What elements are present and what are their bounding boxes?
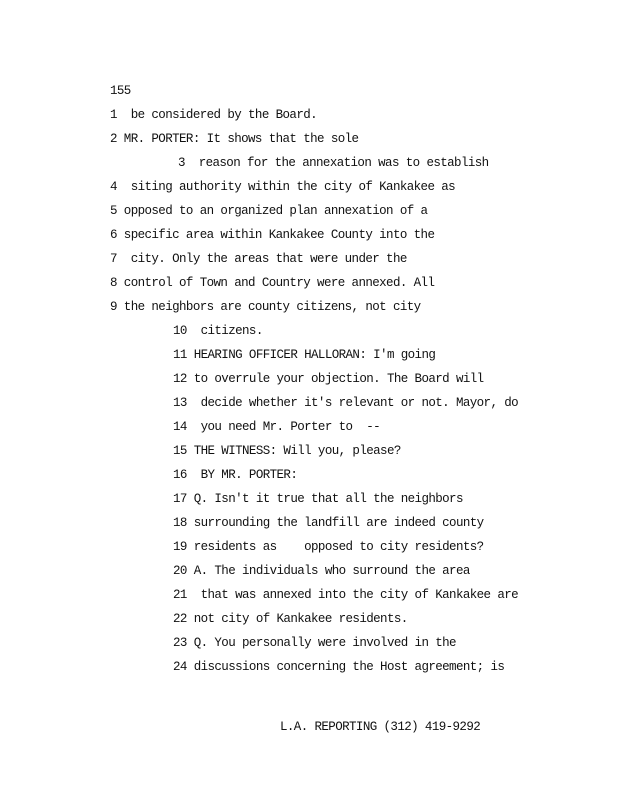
transcript-line-17: 17 Q. Isn't it true that all the neighbors	[173, 492, 463, 506]
transcript-line-19: 19 residents as opposed to city residents?	[173, 540, 484, 554]
transcript-line-15: 15 THE WITNESS: Will you, please?	[173, 444, 401, 458]
reporter-footer: L.A. REPORTING (312) 419-9292	[280, 720, 481, 734]
transcript-line-20: 20 A. The individuals who surround the area	[173, 564, 470, 578]
transcript-line-11: 11 HEARING OFFICER HALLORAN: I'm going	[173, 348, 436, 362]
transcript-line-7: 7 city. Only the areas that were under the	[110, 252, 407, 266]
transcript-line-24: 24 discussions concerning the Host agreement; is	[173, 660, 505, 674]
transcript-line-23: 23 Q. You personally were involved in the	[173, 636, 456, 650]
transcript-line-2: 2 MR. PORTER: It shows that the sole	[110, 132, 359, 146]
transcript-line-8: 8 control of Town and Country were annexed. All	[110, 276, 435, 290]
transcript-line-16: 16 BY MR. PORTER:	[173, 468, 298, 482]
transcript-line-13: 13 decide whether it's relevant or not. Mayor, do	[173, 396, 519, 410]
transcript-line-5: 5 opposed to an organized plan annexation of a	[110, 204, 428, 218]
page-number: 155	[110, 84, 131, 98]
transcript-line-6: 6 specific area within Kankakee County into the	[110, 228, 435, 242]
transcript-line-4: 4 siting authority within the city of Kankakee as	[110, 180, 456, 194]
transcript-line-21: 21 that was annexed into the city of Kankakee are	[173, 588, 519, 602]
transcript-line-18: 18 surrounding the landfill are indeed county	[173, 516, 484, 530]
transcript-line-10: 10 citizens.	[173, 324, 263, 338]
transcript-line-12: 12 to overrule your objection. The Board will	[173, 372, 484, 386]
transcript-line-14: 14 you need Mr. Porter to --	[173, 420, 381, 434]
transcript-line-9: 9 the neighbors are county citizens, not city	[110, 300, 421, 314]
transcript-line-1: 1 be considered by the Board.	[110, 108, 318, 122]
transcript-line-3: 3 reason for the annexation was to establish	[178, 156, 489, 170]
transcript-line-22: 22 not city of Kankakee residents.	[173, 612, 408, 626]
